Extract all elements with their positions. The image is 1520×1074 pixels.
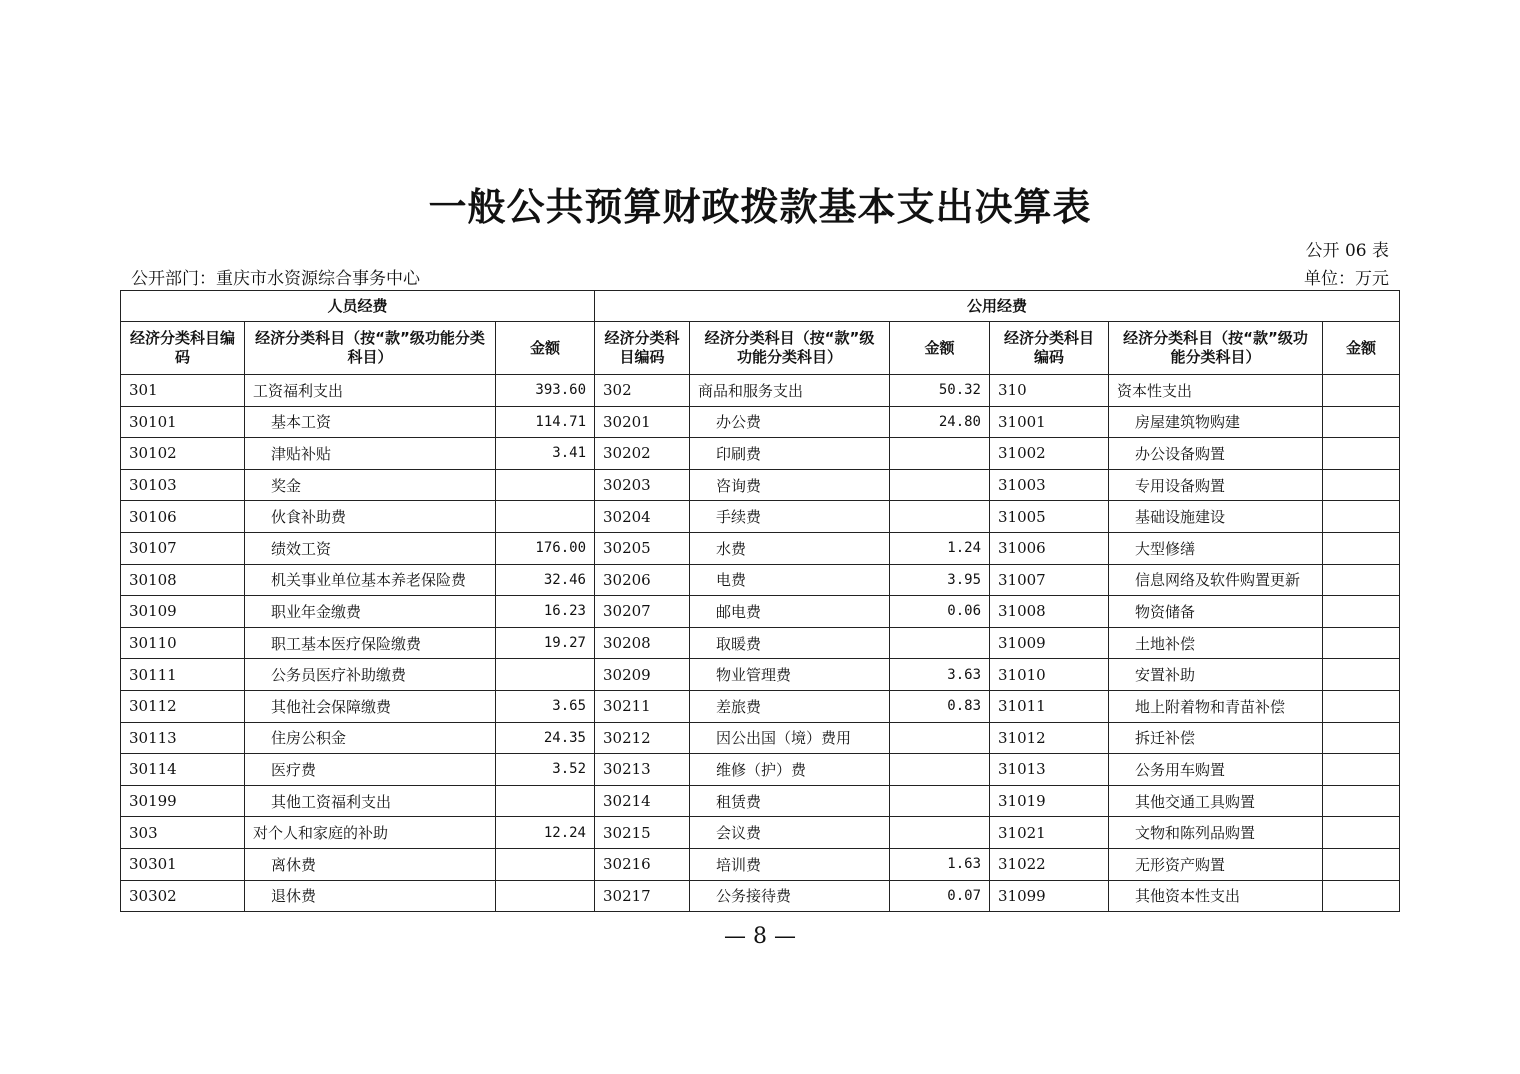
cell-amount: 3.65 — [496, 690, 595, 722]
cell-name: 水费 — [690, 532, 890, 564]
cell-amount — [496, 501, 595, 533]
cell-code: 30202 — [595, 438, 690, 470]
cell-name: 信息网络及软件购置更新 — [1109, 564, 1323, 596]
department-label: 公开部门：重庆市水资源综合事务中心 — [131, 269, 420, 289]
cell-amount — [496, 785, 595, 817]
cell-code: 30101 — [121, 406, 245, 438]
cell-code: 31006 — [990, 532, 1109, 564]
col-name-header: 经济分类科目（按“款”级功能分类科目） — [1109, 322, 1323, 375]
cell-code: 30114 — [121, 754, 245, 786]
cell-name: 公务员医疗补助缴费 — [245, 659, 496, 691]
cell-amount — [890, 627, 990, 659]
cell-code: 310 — [990, 375, 1109, 407]
col-name-header: 经济分类科目（按“款”级功能分类科目） — [245, 322, 496, 375]
cell-code: 30113 — [121, 722, 245, 754]
cell-name: 土地补偿 — [1109, 627, 1323, 659]
cell-amount: 0.07 — [890, 880, 990, 912]
cell-code: 30102 — [121, 438, 245, 470]
cell-amount: 19.27 — [496, 627, 595, 659]
table-body — [121, 375, 1400, 912]
cell-name: 其他交通工具购置 — [1109, 785, 1323, 817]
cell-code: 30301 — [121, 848, 245, 880]
cell-name: 奖金 — [245, 469, 496, 501]
table-row — [121, 627, 1400, 659]
cell-amount — [890, 438, 990, 470]
cell-name: 培训费 — [690, 848, 890, 880]
cell-code: 30106 — [121, 501, 245, 533]
col-code-header: 经济分类科目编码 — [990, 322, 1109, 375]
cell-amount — [890, 722, 990, 754]
cell-name: 专用设备购置 — [1109, 469, 1323, 501]
cell-amount: 3.63 — [890, 659, 990, 691]
group-personnel-header: 人员经费 — [121, 291, 595, 322]
cell-amount — [1323, 880, 1400, 912]
cell-code: 30302 — [121, 880, 245, 912]
cell-amount: 12.24 — [496, 817, 595, 849]
cell-code: 30206 — [595, 564, 690, 596]
cell-name: 物业管理费 — [690, 659, 890, 691]
cell-amount — [496, 880, 595, 912]
cell-amount: 24.35 — [496, 722, 595, 754]
cell-code: 31005 — [990, 501, 1109, 533]
cell-code: 31011 — [990, 690, 1109, 722]
cell-amount — [890, 785, 990, 817]
cell-amount: 393.60 — [496, 375, 595, 407]
cell-name: 租赁费 — [690, 785, 890, 817]
cell-name: 地上附着物和青苗补偿 — [1109, 690, 1323, 722]
table-row — [121, 722, 1400, 754]
expenditure-table — [120, 290, 1400, 912]
cell-name: 因公出国（境）费用 — [690, 722, 890, 754]
cell-name: 其他资本性支出 — [1109, 880, 1323, 912]
cell-code: 30109 — [121, 596, 245, 628]
col-code-header: 经济分类科目编码 — [595, 322, 690, 375]
table-row — [121, 659, 1400, 691]
cell-name: 办公费 — [690, 406, 890, 438]
cell-amount — [890, 501, 990, 533]
col-name-header: 经济分类科目（按“款”级功能分类科目） — [690, 322, 890, 375]
cell-code: 30107 — [121, 532, 245, 564]
unit-label: 单位：万元 — [1304, 269, 1389, 289]
group-public-header: 公用经费 — [595, 291, 1400, 322]
cell-name: 咨询费 — [690, 469, 890, 501]
cell-code: 30203 — [595, 469, 690, 501]
cell-amount: 16.23 — [496, 596, 595, 628]
cell-amount — [890, 469, 990, 501]
table-row — [121, 880, 1400, 912]
cell-code: 31013 — [990, 754, 1109, 786]
cell-amount — [1323, 596, 1400, 628]
cell-name: 职工基本医疗保险缴费 — [245, 627, 496, 659]
cell-amount — [1323, 501, 1400, 533]
cell-code: 30207 — [595, 596, 690, 628]
table-row — [121, 406, 1400, 438]
cell-code: 30112 — [121, 690, 245, 722]
cell-name: 房屋建筑物购建 — [1109, 406, 1323, 438]
cell-code: 31022 — [990, 848, 1109, 880]
cell-amount — [1323, 817, 1400, 849]
cell-amount — [890, 754, 990, 786]
cell-amount — [1323, 438, 1400, 470]
cell-code: 30213 — [595, 754, 690, 786]
table-row — [121, 754, 1400, 786]
cell-code: 30110 — [121, 627, 245, 659]
cell-name: 差旅费 — [690, 690, 890, 722]
cell-name: 商品和服务支出 — [690, 375, 890, 407]
cell-amount — [1323, 659, 1400, 691]
cell-code: 30217 — [595, 880, 690, 912]
table-row — [121, 469, 1400, 501]
table-row — [121, 375, 1400, 407]
table-row — [121, 848, 1400, 880]
table-row — [121, 438, 1400, 470]
cell-name: 手续费 — [690, 501, 890, 533]
cell-amount — [1323, 722, 1400, 754]
cell-amount: 1.24 — [890, 532, 990, 564]
cell-code: 30204 — [595, 501, 690, 533]
cell-code: 31008 — [990, 596, 1109, 628]
cell-amount: 50.32 — [890, 375, 990, 407]
cell-amount: 114.71 — [496, 406, 595, 438]
cell-amount: 3.41 — [496, 438, 595, 470]
form-number: 公开 06 表 — [1305, 241, 1389, 261]
cell-amount — [1323, 690, 1400, 722]
cell-code: 301 — [121, 375, 245, 407]
cell-name: 维修（护）费 — [690, 754, 890, 786]
cell-name: 电费 — [690, 564, 890, 596]
cell-name: 职业年金缴费 — [245, 596, 496, 628]
cell-name: 基础设施建设 — [1109, 501, 1323, 533]
cell-name: 办公设备购置 — [1109, 438, 1323, 470]
cell-code: 31001 — [990, 406, 1109, 438]
cell-code: 30214 — [595, 785, 690, 817]
cell-name: 其他工资福利支出 — [245, 785, 496, 817]
cell-name: 印刷费 — [690, 438, 890, 470]
table-row — [121, 817, 1400, 849]
cell-name: 会议费 — [690, 817, 890, 849]
cell-name: 大型修缮 — [1109, 532, 1323, 564]
cell-amount — [1323, 627, 1400, 659]
cell-name: 医疗费 — [245, 754, 496, 786]
cell-name: 伙食补助费 — [245, 501, 496, 533]
cell-name: 其他社会保障缴费 — [245, 690, 496, 722]
cell-code: 30212 — [595, 722, 690, 754]
cell-amount: 176.00 — [496, 532, 595, 564]
cell-code: 31002 — [990, 438, 1109, 470]
cell-amount — [1323, 785, 1400, 817]
cell-name: 取暖费 — [690, 627, 890, 659]
cell-name: 离休费 — [245, 848, 496, 880]
cell-name: 物资储备 — [1109, 596, 1323, 628]
cell-name: 基本工资 — [245, 406, 496, 438]
table-row — [121, 690, 1400, 722]
cell-amount — [1323, 564, 1400, 596]
cell-amount — [890, 817, 990, 849]
table-row — [121, 785, 1400, 817]
cell-name: 对个人和家庭的补助 — [245, 817, 496, 849]
cell-name: 公务用车购置 — [1109, 754, 1323, 786]
cell-amount: 32.46 — [496, 564, 595, 596]
cell-amount — [1323, 469, 1400, 501]
cell-amount — [1323, 848, 1400, 880]
col-amount-header: 金额 — [890, 322, 990, 375]
cell-amount — [496, 848, 595, 880]
cell-name: 无形资产购置 — [1109, 848, 1323, 880]
cell-name: 公务接待费 — [690, 880, 890, 912]
cell-amount: 3.95 — [890, 564, 990, 596]
cell-code: 31099 — [990, 880, 1109, 912]
cell-code: 31012 — [990, 722, 1109, 754]
cell-amount — [496, 469, 595, 501]
cell-code: 30205 — [595, 532, 690, 564]
table-row — [121, 564, 1400, 596]
cell-code: 31003 — [990, 469, 1109, 501]
cell-name: 退休费 — [245, 880, 496, 912]
cell-code: 30215 — [595, 817, 690, 849]
cell-code: 31007 — [990, 564, 1109, 596]
cell-code: 30111 — [121, 659, 245, 691]
table-row — [121, 501, 1400, 533]
cell-amount — [1323, 754, 1400, 786]
cell-name: 住房公积金 — [245, 722, 496, 754]
table-row — [121, 596, 1400, 628]
page-title: 一般公共预算财政拨款基本支出决算表 — [428, 184, 1092, 229]
cell-name: 绩效工资 — [245, 532, 496, 564]
cell-name: 文物和陈列品购置 — [1109, 817, 1323, 849]
cell-code: 30208 — [595, 627, 690, 659]
col-amount-header: 金额 — [496, 322, 595, 375]
col-amount-header: 金额 — [1323, 322, 1400, 375]
cell-code: 30103 — [121, 469, 245, 501]
cell-name: 机关事业单位基本养老保险费 — [245, 564, 496, 596]
cell-amount: 0.83 — [890, 690, 990, 722]
cell-amount — [1323, 406, 1400, 438]
cell-name: 资本性支出 — [1109, 375, 1323, 407]
cell-amount — [496, 659, 595, 691]
cell-code: 31019 — [990, 785, 1109, 817]
cell-code: 31021 — [990, 817, 1109, 849]
cell-amount: 24.80 — [890, 406, 990, 438]
cell-amount: 0.06 — [890, 596, 990, 628]
cell-amount — [1323, 375, 1400, 407]
cell-name: 安置补助 — [1109, 659, 1323, 691]
cell-amount: 1.63 — [890, 848, 990, 880]
cell-code: 30209 — [595, 659, 690, 691]
cell-code: 303 — [121, 817, 245, 849]
cell-amount: 3.52 — [496, 754, 595, 786]
cell-code: 31009 — [990, 627, 1109, 659]
cell-code: 302 — [595, 375, 690, 407]
cell-name: 拆迁补偿 — [1109, 722, 1323, 754]
cell-name: 津贴补贴 — [245, 438, 496, 470]
cell-code: 30201 — [595, 406, 690, 438]
cell-code: 31010 — [990, 659, 1109, 691]
cell-code: 30216 — [595, 848, 690, 880]
page-number: — 8 — — [724, 924, 796, 949]
cell-code: 30211 — [595, 690, 690, 722]
col-code-header: 经济分类科目编码 — [121, 322, 245, 375]
cell-code: 30199 — [121, 785, 245, 817]
cell-code: 30108 — [121, 564, 245, 596]
cell-name: 工资福利支出 — [245, 375, 496, 407]
cell-name: 邮电费 — [690, 596, 890, 628]
cell-amount — [1323, 532, 1400, 564]
table-row — [121, 532, 1400, 564]
